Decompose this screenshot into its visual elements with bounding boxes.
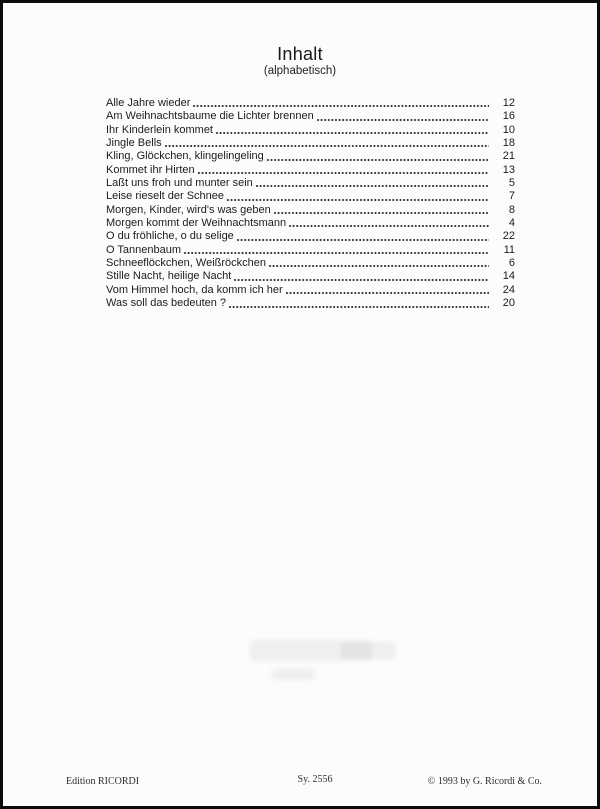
toc-entry [106, 137, 515, 150]
page-subtitle: (alphabetisch) [263, 65, 337, 77]
dot-leader [229, 306, 489, 308]
toc-entry-page: 14 [502, 270, 515, 283]
page-title: Inhalt [277, 44, 323, 64]
toc-entry-title: Was soll das bedeuten ? [106, 297, 227, 310]
toc-entry-title: Kommet ihr Hirten [106, 163, 195, 176]
dot-leader [317, 119, 489, 121]
footer-plate-number: Sy. 2556 [297, 774, 333, 785]
toc-entry [106, 124, 515, 137]
footer-copyright: © 1993 by G. Ricordi & Co. [427, 776, 542, 787]
dot-leader [256, 185, 489, 187]
toc-entry [106, 297, 515, 310]
dot-leader [165, 145, 489, 147]
dot-leader [193, 105, 489, 107]
toc-entry-title: Jingle Bells [106, 137, 162, 150]
page-bleed-through [341, 642, 396, 659]
dot-leader [274, 212, 489, 214]
toc-entry-title: O Tannenbaum [106, 243, 182, 256]
dot-leader [289, 225, 489, 227]
toc-entry-page: 8 [508, 203, 515, 216]
toc-entry-page: 12 [502, 97, 515, 109]
toc-entry [106, 230, 515, 243]
toc-entry [106, 270, 515, 283]
toc-entry [106, 177, 515, 190]
toc-entry-page: 22 [502, 230, 515, 243]
toc-entry-page: 18 [502, 137, 515, 150]
dot-leader [269, 265, 489, 267]
toc-entry-title: Vom Himmel hoch, da komm ich her [106, 283, 283, 296]
toc-entry-title: O du fröhliche, o du selige [106, 230, 234, 243]
toc-entry-page: 24 [502, 283, 515, 296]
toc-entry-page: 21 [502, 150, 515, 163]
dot-leader [237, 239, 489, 241]
toc-entry [106, 257, 515, 270]
toc-entry [106, 164, 515, 177]
dot-leader [227, 199, 489, 201]
toc-entry-page: 11 [503, 243, 515, 256]
toc-entry-title: Stille Nacht, heilige Nacht [106, 270, 232, 283]
toc-entry [106, 204, 515, 217]
toc-entry-page: 6 [508, 257, 515, 270]
toc-entry-page: 7 [508, 190, 515, 203]
toc-entry [106, 97, 515, 110]
toc-entry-page: 13 [502, 163, 515, 176]
toc-entry-title: Morgen, Kinder, wird's was geben [106, 203, 271, 216]
toc-entry-title: Leise rieselt der Schnee [106, 190, 225, 203]
toc-entry [106, 190, 515, 203]
dot-leader [234, 279, 489, 281]
toc-entry [106, 244, 515, 257]
toc-entry-title: Alle Jahre wieder [106, 97, 191, 109]
toc-entry-title: Schneeflöckchen, Weißröckchen [106, 257, 266, 270]
toc-entry [106, 110, 515, 123]
toc-entry-title: Laßt uns froh und munter sein [106, 177, 253, 190]
toc-entry-page: 5 [508, 177, 515, 190]
toc-entry-page: 16 [502, 110, 515, 123]
dot-leader [267, 159, 489, 161]
toc-list [106, 97, 515, 311]
toc-entry-title: Am Weihnachtsbaume die Lichter brennen [106, 110, 314, 123]
toc-entry [106, 217, 515, 230]
footer-edition-label: Edition RICORDI [66, 776, 140, 787]
toc-entry [106, 284, 515, 297]
toc-entry-title: Morgen kommt der Weihnachtsmann [106, 217, 287, 230]
toc-entry-page: 20 [502, 297, 515, 310]
dot-leader [216, 132, 489, 134]
dot-leader [184, 252, 489, 254]
toc-entry [106, 150, 515, 163]
toc-entry-page: 10 [502, 123, 515, 136]
page-bleed-through [271, 669, 315, 680]
toc-entry-title: Kling, Glöckchen, klingelingeling [106, 150, 264, 163]
dot-leader [286, 292, 489, 294]
toc-entry-title: Ihr Kinderlein kommet [106, 123, 213, 136]
toc-entry-page: 4 [508, 217, 515, 230]
dot-leader [198, 172, 489, 174]
title-block [3, 44, 597, 78]
